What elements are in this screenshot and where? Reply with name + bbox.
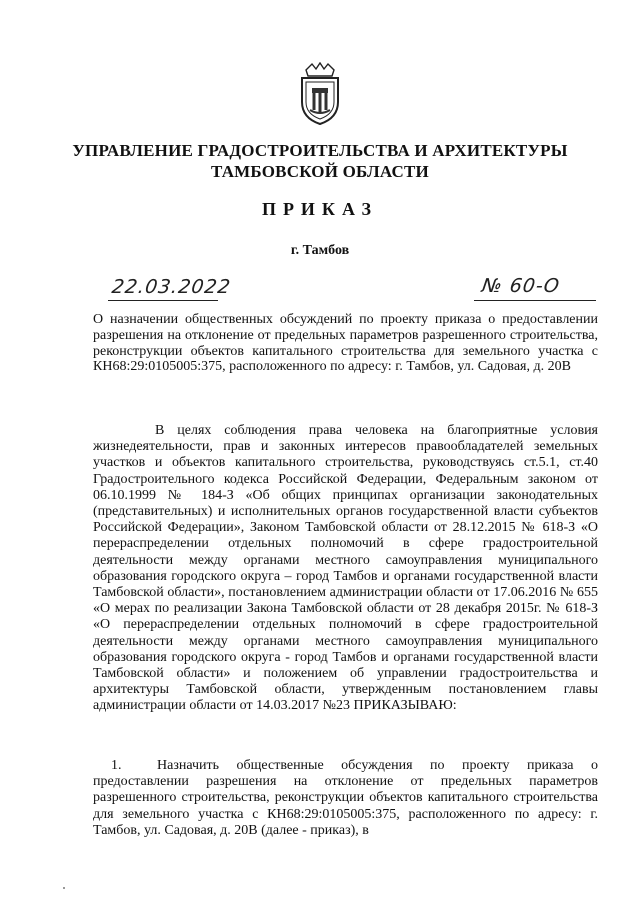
handwritten-date: 22.03.2022	[110, 276, 233, 298]
city: г. Тамбов	[290, 243, 350, 258]
date-underline	[108, 300, 218, 301]
number-underline	[474, 300, 596, 301]
organization-line-1: УПРАВЛЕНИЕ ГРАДОСТРОИТЕЛЬСТВА И АРХИТЕКТУРЫ	[72, 141, 568, 160]
order-point-1	[93, 758, 598, 839]
scan-speck	[63, 887, 65, 889]
tambov-coat-of-arms-icon	[296, 62, 344, 126]
organization-line-2: ТАМБОВСКОЙ ОБЛАСТИ	[211, 162, 429, 181]
order-preamble: В целях соблюдения права человека на благоприятные условия жизнедеятельности, прав и законных интересов правообладателей земельных участков и объектов капитального строительства, руководствуясь ст.5.1, ст.40 Градостроительного кодекса Российской Федерации, Федеральным законом от 06.10.1999 № 184-З «Об общих принципах организации законодательных (представительных) и исполнительных органов государственной власти субъектов Российской Федерации», Законом Тамбовской области от 28.12.2015 № 618-З «О перераспределении отдельных полномочий в сфере градостроительной деятельности между органами местного самоуправления муниципального образования городского округа – город Тамбов и органами государственной власти Тамбовской области», постановлением администрации области от 17.06.2016 № 655 «О мерах по реализации Закона Тамбовской области от 28 декабря 2015г. № 618-З «О перераспределении отдельных полномочий в сфере градостроительной деятельности между органами местного самоуправления муниципального образования городского округа - город Тамбов и органами государственной власти Тамбовской области» и положением об управлении градостроительства и архитектуры Тамбовской области, утвержденным постановлением главы администрации области от 14.03.2017 №23 ПРИКАЗЫВАЮ:	[93, 423, 598, 714]
point-1-text: Назначить общественные обсуждения по проекту приказа о предоставлении разрешения на отклонение от предельных параметров разрешенного строительства, реконструкции объектов капитального строительства для земельного участка с КН68:29:0105005:375, расположенного по адресу: г. Тамбов, ул. Садовая, д. 20В (далее - приказ), в	[93, 758, 598, 838]
point-1-number: 1.	[111, 758, 122, 773]
handwritten-number: № 60-О	[480, 275, 562, 297]
order-subject: О назначении общественных обсуждений по проекту приказа о предоставлении разрешения на отклонение от предельных параметров разрешенного строительства, реконструкции объектов капитального строительства для земельного участка с КН68:29:0105005:375, расположенного по адресу: г. Тамбов, ул. Садовая, д. 20В	[93, 312, 598, 375]
organization-name	[60, 140, 580, 182]
document-type: ПРИКАЗ	[261, 199, 379, 219]
